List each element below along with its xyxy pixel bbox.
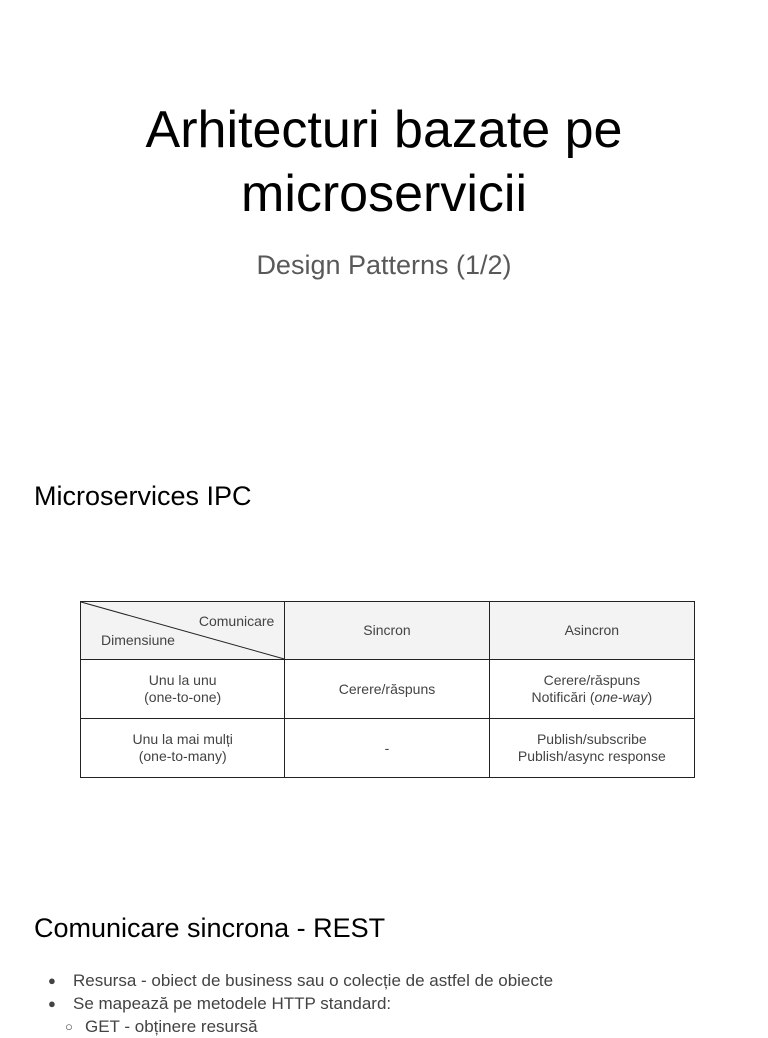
row-label-one-to-one <box>81 660 285 719</box>
rest-bullet-list <box>48 969 553 1038</box>
cell-line: Publish/subscribe <box>536 731 647 747</box>
row-label-line: Unu la mai mulți <box>132 731 233 747</box>
bullet-text: Resursa - obiect de business sau o colecție de astfel de obiecte <box>73 971 554 990</box>
table-row <box>81 719 695 778</box>
title-line-2: microservicii <box>241 165 527 223</box>
list-item <box>48 1015 553 1038</box>
title-line-1: Arhitecturi bazate pe <box>145 101 623 159</box>
one-way-italic: one-way <box>594 689 648 705</box>
cell-one-to-one-asincron <box>489 660 694 719</box>
table-header-row <box>81 602 695 660</box>
sub-list-container <box>48 1015 553 1038</box>
cell-one-to-many-asincron <box>489 719 694 778</box>
ipc-heading: Microservices IPC <box>34 481 252 511</box>
cell-line: Publish/async response <box>517 748 666 764</box>
cell-line: Cerere/răspuns <box>543 672 641 688</box>
sub-bullet-text: GET - obținere resursă <box>85 1017 258 1036</box>
ipc-table <box>80 601 695 778</box>
header-asincron: Asincron <box>489 602 694 660</box>
table-row <box>81 660 695 719</box>
cell-line-notificari <box>494 689 690 706</box>
row-label-line: (one-to-one) <box>144 689 222 705</box>
diagonal-divider <box>81 602 284 659</box>
cell-one-to-one-sincron: Cerere/răspuns <box>285 660 489 719</box>
corner-label-dimensiune: Dimensiune <box>101 632 175 648</box>
rest-sub-bullet-list <box>48 1015 553 1038</box>
sub-bullet-icon: ○ <box>65 1019 73 1034</box>
presentation-title <box>0 98 768 226</box>
notificari-prefix: Notificări ( <box>531 689 595 705</box>
list-item <box>48 992 553 1015</box>
notificari-suffix: ) <box>647 689 653 705</box>
header-sincron: Sincron <box>285 602 489 660</box>
list-item <box>48 969 553 992</box>
presentation-subtitle: Design Patterns (1/2) <box>256 250 512 280</box>
bullet-icon: ● <box>48 996 56 1011</box>
rest-heading: Comunicare sincrona - REST <box>34 913 386 943</box>
cell-one-to-many-sincron: - <box>285 719 489 778</box>
corner-label-comunicare: Comunicare <box>198 613 275 629</box>
bullet-icon: ● <box>48 973 56 988</box>
row-label-one-to-many <box>81 719 285 778</box>
row-label-line: (one-to-many) <box>138 748 227 764</box>
row-label-line: Unu la unu <box>148 672 217 688</box>
bullet-text: Se mapează pe metodele HTTP standard: <box>73 994 392 1013</box>
table-corner-cell <box>81 602 285 660</box>
